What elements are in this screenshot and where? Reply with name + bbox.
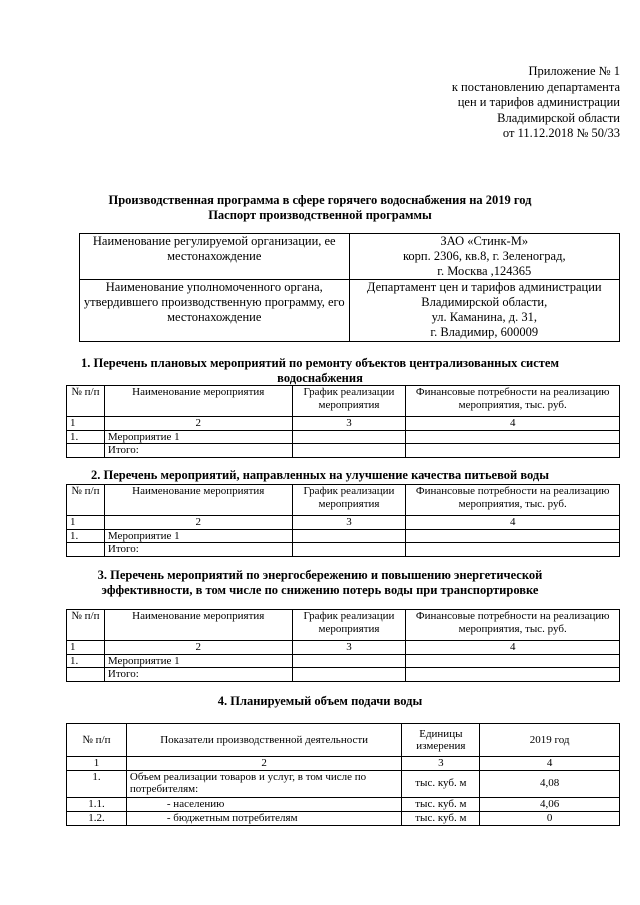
passport-value-line: Департамент цен и тарифов администрации (366, 280, 602, 294)
empty-cell (67, 668, 105, 682)
section1-title (40, 356, 600, 386)
column-number: 4 (406, 516, 620, 530)
total-row (67, 668, 620, 682)
header-cell: Наименование мероприятия (104, 386, 292, 417)
row-number: 1. (67, 529, 105, 543)
empty-cell (292, 430, 406, 444)
table-header-row (67, 386, 620, 417)
table-row (67, 529, 620, 543)
header-cell: № п/п (67, 724, 127, 757)
passport-row (80, 234, 620, 280)
row-unit: тыс. куб. м (402, 811, 480, 825)
column-number-row (67, 516, 620, 530)
total-row (67, 444, 620, 458)
column-number: 2 (104, 516, 292, 530)
row-name: Мероприятие 1 (104, 654, 292, 668)
column-number: 2 (104, 417, 292, 431)
column-number: 3 (292, 516, 406, 530)
passport-value-line: ЗАО «Стинк-М» (440, 234, 529, 248)
table-row (67, 797, 620, 811)
passport-value-line: г. Москва ,124365 (437, 264, 532, 278)
main-title-line: Производственная программа в сфере горячего водоснабжения на 2019 год (108, 193, 532, 207)
row-name: Объем реализации товаров и услуг, в том числе по потребителям: (126, 770, 402, 797)
header-cell: Наименование мероприятия (104, 610, 292, 641)
main-title (40, 193, 600, 223)
appendix-line: от 11.12.2018 № 50/33 (502, 126, 620, 140)
row-name: - населению (126, 797, 402, 811)
header-cell: № п/п (67, 386, 105, 417)
appendix-line: цен и тарифов администрации (457, 95, 620, 109)
empty-cell (406, 444, 620, 458)
column-number: 1 (67, 516, 105, 530)
column-number: 1 (67, 417, 105, 431)
column-number: 4 (480, 757, 620, 771)
row-number: 1. (67, 654, 105, 668)
column-number: 2 (104, 641, 292, 655)
main-subtitle: Паспорт производственной программы (208, 208, 432, 222)
header-cell: График реализации мероприятия (292, 386, 406, 417)
empty-cell (406, 668, 620, 682)
passport-value-line: корп. 2306, кв.8, г. Зеленоград, (402, 249, 566, 263)
header-cell: График реализации мероприятия (292, 485, 406, 516)
column-number: 3 (292, 641, 406, 655)
appendix-line: к постановлению департамента (451, 79, 620, 94)
header-cell: № п/п (67, 485, 105, 516)
table-header-row (67, 724, 620, 757)
header-cell: 2019 год (480, 724, 620, 757)
header-cell: Показатели производственной деятельности (126, 724, 402, 757)
row-name: Мероприятие 1 (104, 529, 292, 543)
section-title-line: 2. Перечень мероприятий, направленных на улучшение качества питьевой воды (91, 468, 549, 482)
section4-title (40, 694, 600, 709)
section2-table (66, 484, 620, 557)
empty-cell (292, 668, 406, 682)
row-number: 1.2. (67, 811, 127, 825)
passport-value (349, 280, 619, 342)
row-value: 4,06 (480, 797, 620, 811)
column-number: 4 (406, 641, 620, 655)
header-cell: Финансовые потребности на реализацию мероприятия, тыс. руб. (406, 485, 620, 516)
empty-cell (406, 430, 620, 444)
total-label: Итого: (104, 444, 292, 458)
appendix-line: Приложение № 1 (528, 64, 620, 78)
section3-title (40, 568, 600, 598)
empty-cell (406, 529, 620, 543)
column-number: 1 (67, 757, 127, 771)
section4-table (66, 723, 620, 826)
passport-table (79, 233, 620, 342)
column-number-row (67, 641, 620, 655)
empty-cell (292, 444, 406, 458)
row-name: Мероприятие 1 (104, 430, 292, 444)
passport-value-line: Владимирской области, (421, 295, 548, 309)
header-cell: Финансовые потребности на реализацию мероприятия, тыс. руб. (406, 610, 620, 641)
section-title-line: водоснабжения (277, 371, 363, 385)
passport-row (80, 280, 620, 342)
section1-table (66, 385, 620, 458)
column-number: 3 (402, 757, 480, 771)
empty-cell (67, 444, 105, 458)
row-unit: тыс. куб. м (402, 797, 480, 811)
total-label: Итого: (104, 668, 292, 682)
header-cell: Единицы измерения (402, 724, 480, 757)
passport-label: Наименование уполномоченного органа, утвердившего производственную программу, его местонахождение (80, 280, 350, 342)
column-number: 3 (292, 417, 406, 431)
row-number: 1.1. (67, 797, 127, 811)
empty-cell (406, 543, 620, 557)
column-number: 1 (67, 641, 105, 655)
table-row (67, 811, 620, 825)
header-cell: Финансовые потребности на реализацию мероприятия, тыс. руб. (406, 386, 620, 417)
appendix-block (380, 64, 620, 142)
row-value: 4,08 (480, 770, 620, 797)
column-number-row (67, 417, 620, 431)
section-title-line: эффективности, в том числе по снижению потерь воды при транспортировке (101, 583, 539, 597)
column-number: 4 (406, 417, 620, 431)
passport-value (349, 234, 619, 280)
row-number: 1. (67, 430, 105, 444)
table-row (67, 654, 620, 668)
empty-cell (406, 654, 620, 668)
row-unit: тыс. куб. м (402, 770, 480, 797)
header-cell: № п/п (67, 610, 105, 641)
empty-cell (292, 543, 406, 557)
empty-cell (292, 529, 406, 543)
total-label: Итого: (104, 543, 292, 557)
table-row (67, 430, 620, 444)
section-title-line: 1. Перечень плановых мероприятий по ремонту объектов централизованных систем (81, 356, 559, 370)
row-value: 0 (480, 811, 620, 825)
header-cell: График реализации мероприятия (292, 610, 406, 641)
column-number: 2 (126, 757, 402, 771)
section3-table (66, 609, 620, 682)
passport-value-line: г. Владимир, 600009 (430, 325, 539, 339)
row-name: - бюджетным потребителям (126, 811, 402, 825)
empty-cell (292, 654, 406, 668)
empty-cell (67, 543, 105, 557)
section2-title (40, 468, 600, 483)
appendix-line: Владимирской области (497, 110, 620, 125)
total-row (67, 543, 620, 557)
table-header-row (67, 485, 620, 516)
passport-label: Наименование регулируемой организации, ее местонахождение (80, 234, 350, 280)
table-row (67, 770, 620, 797)
section-title-line: 4. Планируемый объем подачи воды (217, 694, 423, 708)
section-title-line: 3. Перечень мероприятий по энергосбережению и повышению энергетической (97, 568, 543, 582)
column-number-row (67, 757, 620, 771)
table-header-row (67, 610, 620, 641)
header-cell: Наименование мероприятия (104, 485, 292, 516)
row-number: 1. (67, 770, 127, 797)
passport-value-line: ул. Каманина, д. 31, (431, 310, 537, 324)
